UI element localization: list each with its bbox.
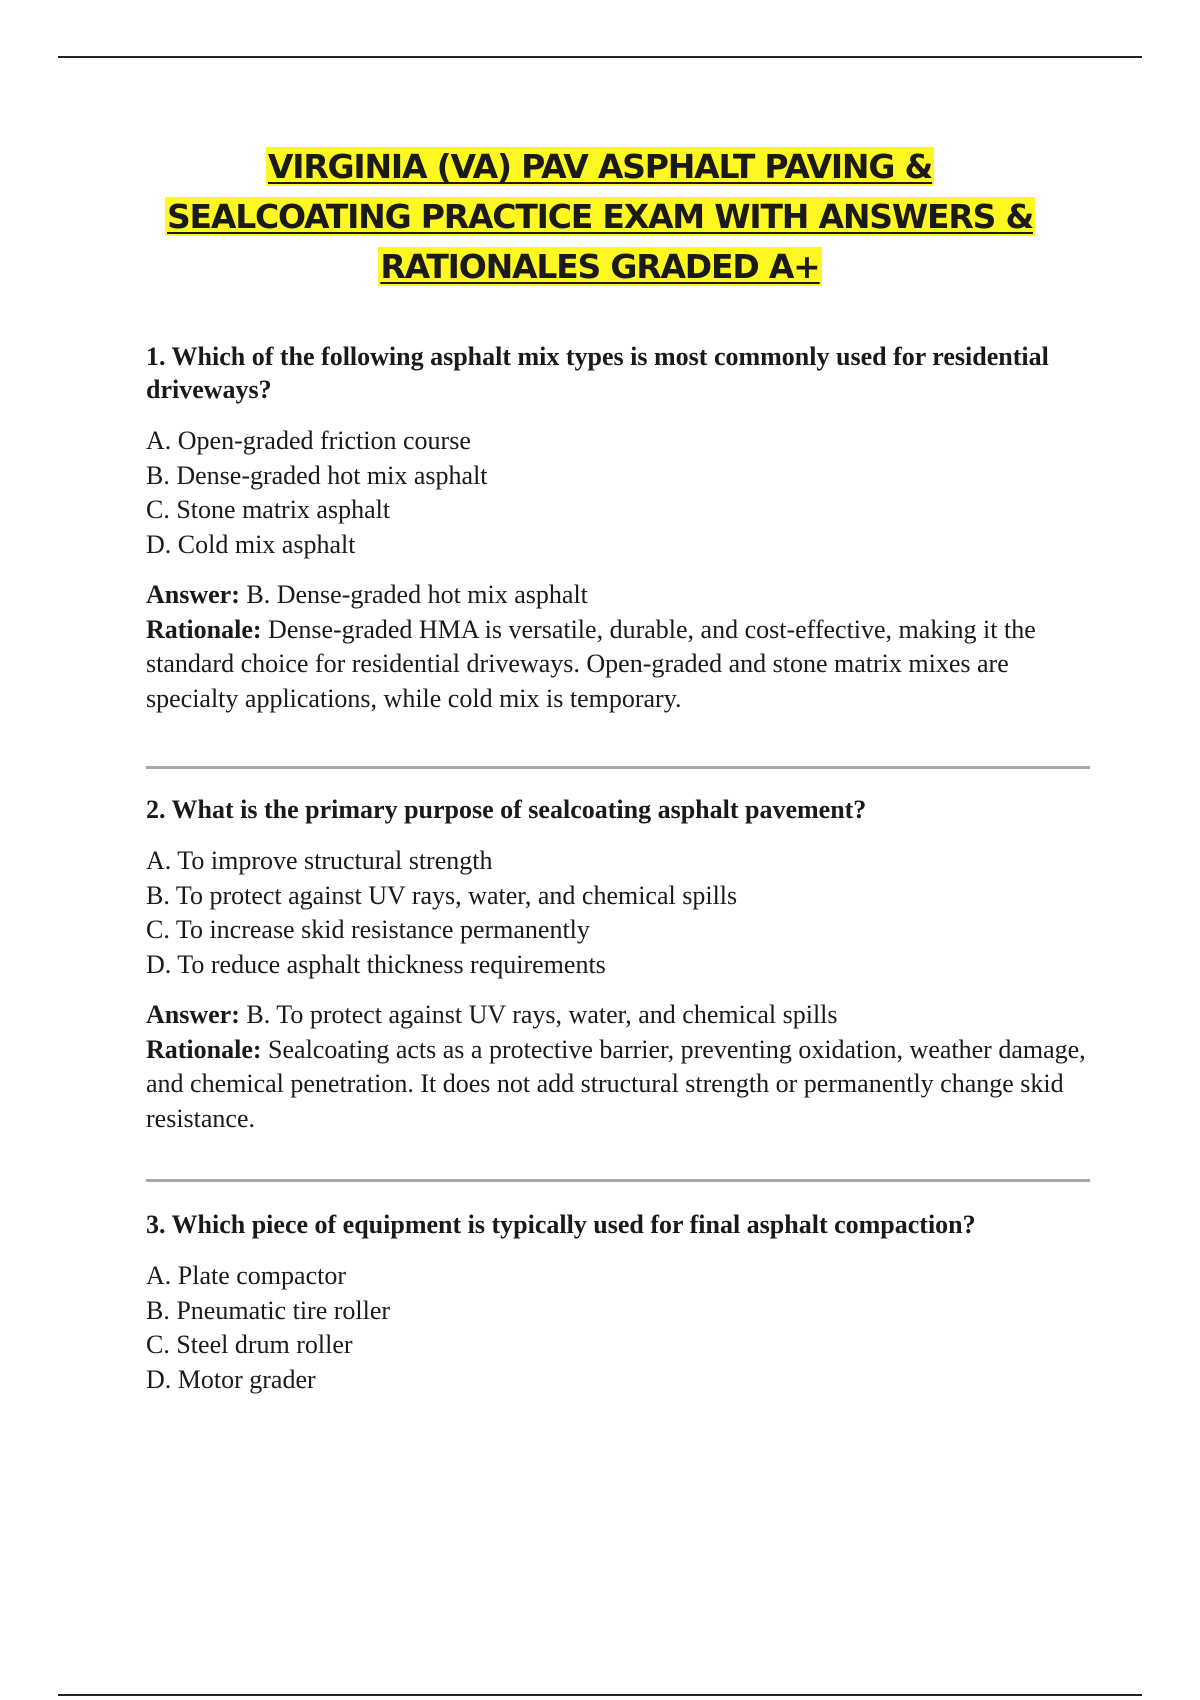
option-a: A. Plate compactor [146, 1261, 346, 1290]
option-d: D. Cold mix asphalt [146, 529, 356, 559]
question-1 [146, 340, 1086, 716]
question-text: 1. Which of the following asphalt mix types is most commonly used for residential driveways? [146, 342, 1049, 404]
answer-label: Answer: [146, 1000, 240, 1029]
rationale-line [146, 613, 1086, 717]
answer-line [146, 998, 1086, 1033]
answer-text: B. To protect against UV rays, water, and chemical spills [246, 1000, 838, 1029]
answer-label: Answer: [146, 580, 240, 609]
question-text: 2. What is the primary purpose of sealcoating asphalt pavement? [146, 795, 867, 824]
bottom-page-rule [58, 1694, 1142, 1696]
title-line-1: VIRGINIA (VA) PAV ASPHALT PAVING & [267, 147, 933, 186]
option-b: B. Dense-graded hot mix asphalt [146, 460, 488, 490]
rationale-label: Rationale: [146, 1034, 262, 1064]
options-list [146, 424, 1086, 562]
option-b: B. Pneumatic tire roller [146, 1295, 391, 1325]
answer-line [146, 578, 1086, 613]
title-line-3: RATIONALES GRADED A+ [380, 247, 820, 286]
top-page-rule [58, 56, 1142, 58]
options-list [146, 844, 1086, 982]
question-separator [146, 766, 1090, 769]
question-separator [146, 1179, 1090, 1182]
options-list [146, 1259, 1086, 1397]
option-d: D. Motor grader [146, 1364, 316, 1394]
question-text: 3. Which piece of equipment is typically used for final asphalt compaction? [146, 1210, 976, 1239]
rationale-text: Dense-graded HMA is versatile, durable, and cost-effective, making it the standard choice for residential driveways. Open-graded and stone matrix mixes are specialty applications, while cold mix is temporary. [146, 614, 1036, 713]
rationale-label: Rationale: [146, 614, 262, 644]
rationale-line [146, 1033, 1086, 1137]
option-c: C. Steel drum roller [146, 1330, 353, 1359]
option-c: C. To increase skid resistance permanently [146, 915, 590, 944]
rationale-text: Sealcoating acts as a protective barrier, preventing oxidation, weather damage, and chemical penetration. It does not add structural strength or permanently change skid resistance. [146, 1034, 1086, 1133]
answer-text: B. Dense-graded hot mix asphalt [246, 580, 588, 609]
question-3 [146, 1208, 1086, 1413]
question-2 [146, 793, 1086, 1136]
option-a: A. Open-graded friction course [146, 426, 471, 455]
document-title [0, 142, 1200, 292]
option-d: D. To reduce asphalt thickness requirements [146, 949, 606, 979]
option-b: B. To protect against UV rays, water, and chemical spills [146, 880, 738, 910]
option-a: A. To improve structural strength [146, 846, 493, 875]
title-line-2: SEALCOATING PRACTICE EXAM WITH ANSWERS & [166, 197, 1034, 236]
option-c: C. Stone matrix asphalt [146, 495, 391, 524]
